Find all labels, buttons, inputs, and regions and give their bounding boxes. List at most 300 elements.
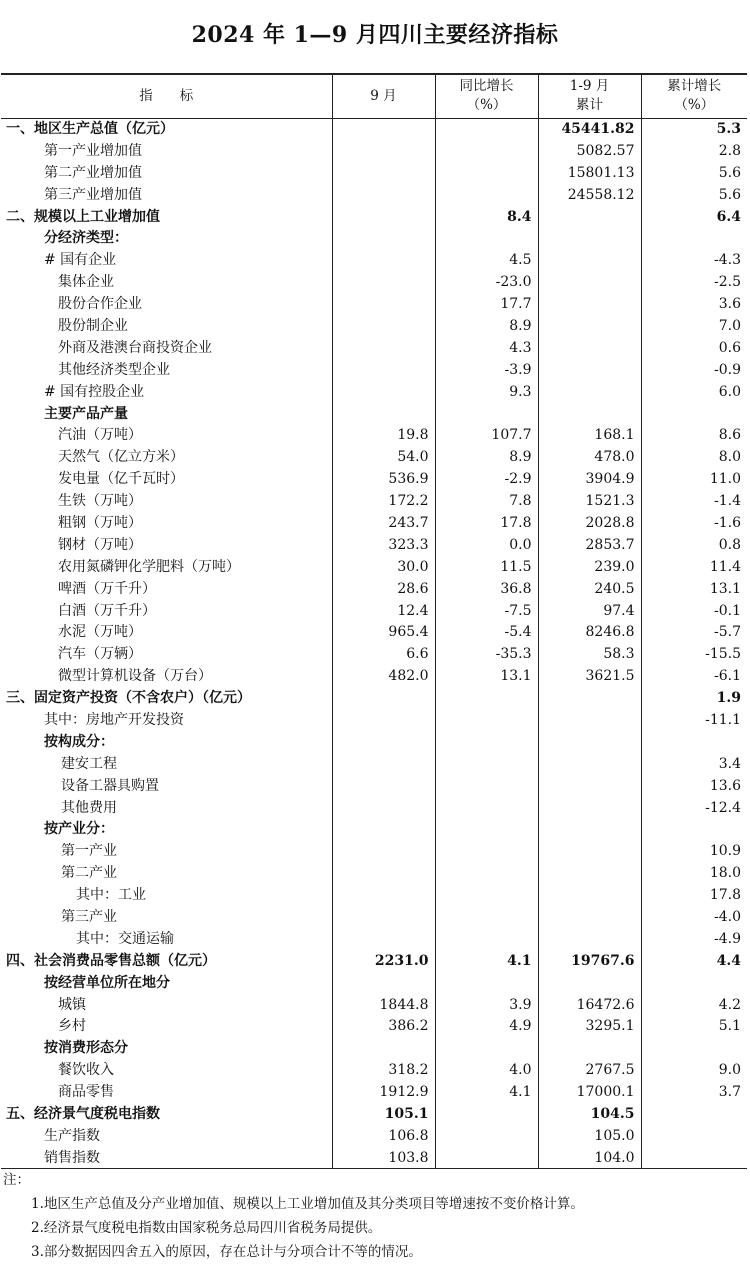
yoy-value: -35.3 [435,643,538,665]
table-row [1,840,747,862]
indicator-cell: 商品零售 [1,1081,332,1103]
yoy-value: 11.5 [435,556,538,578]
cumulative-growth-value: 6.4 [716,208,741,225]
indicator-cell: # 国有控股企业 [1,381,332,403]
table-row [1,928,747,950]
cumulative-value [538,928,641,950]
table-row [1,819,747,841]
month-value [332,928,435,950]
yoy-value [435,862,538,884]
yoy-value: -7.5 [435,600,538,622]
cumulative-growth-value: 9.0 [718,1062,741,1079]
month-value [332,753,435,775]
indicator-cell: 一、地区生产总值（亿元） [1,118,332,140]
yoy-value [435,227,538,249]
yoy-value [435,797,538,819]
header-cumg-line2: （%） [674,97,715,114]
table-row [1,227,747,249]
indicator-cell: 按构成分： [1,731,332,753]
cumulative-value [538,775,641,797]
cumulative-growth-value: 5.3 [716,121,741,138]
cumulative-value [538,687,641,709]
cumulative-growth-value: 18.0 [709,865,741,882]
cumulative-growth-value: -15.5 [705,646,741,663]
cumulative-value: 105.0 [538,1125,641,1147]
cumulative-growth-value: 11.4 [709,558,741,575]
indicator-cell: 城镇 [1,994,332,1016]
cumulative-growth-value: 0.6 [718,339,741,356]
indicator-cell: 三、固定资产投资（不含农户）（亿元） [1,687,332,709]
header-cumulative-growth [641,74,747,118]
table-row [1,1147,747,1169]
cumulative-value [538,709,641,731]
table-row [1,359,747,381]
indicator-cell: 建安工程 [1,753,332,775]
cumulative-growth-value [641,1147,747,1169]
cumulative-value: 240.5 [538,578,641,600]
table-row [1,797,747,819]
table-row [1,687,747,709]
indicator-cell: 生铁（万吨） [1,490,332,512]
table-row [1,140,747,162]
cumulative-value: 19767.6 [538,950,641,972]
month-value: 1912.9 [332,1081,435,1103]
month-value [332,227,435,249]
indicator-cell: 水泥（万吨） [1,621,332,643]
month-value [332,884,435,906]
cumulative-value: 2853.7 [538,534,641,556]
month-value [332,862,435,884]
table-row [1,1103,747,1125]
cumulative-growth-value: -0.9 [714,361,741,378]
cumulative-value [538,206,641,228]
month-value [332,972,435,994]
month-value [332,206,435,228]
table-row [1,293,747,315]
cumulative-value [538,819,641,841]
table-row [1,1059,747,1081]
cumulative-growth-value: 5.1 [718,1018,741,1035]
yoy-value [435,118,538,140]
table-row [1,206,747,228]
indicator-cell: 按产业分： [1,819,332,841]
cumulative-growth-value [641,1103,747,1125]
indicator-cell: 第三产业增加值 [1,184,332,206]
cumulative-value [538,731,641,753]
table-row [1,884,747,906]
indicator-cell: 其中：工业 [1,884,332,906]
month-value: 318.2 [332,1059,435,1081]
table-body [1,118,747,1169]
yoy-value: 36.8 [435,578,538,600]
month-value [332,687,435,709]
table-row [1,556,747,578]
month-value [332,337,435,359]
header-cumg-line1: 累计增长 [667,78,722,95]
month-value: 386.2 [332,1016,435,1038]
yoy-value [435,928,538,950]
header-month: 9 月 [332,74,435,118]
indicator-cell: 股份制企业 [1,315,332,337]
cumulative-value [538,249,641,271]
cumulative-growth-value: 4.4 [716,952,741,969]
cumulative-value: 3904.9 [538,468,641,490]
month-value: 6.6 [332,643,435,665]
cumulative-growth-value: -2.5 [714,274,741,291]
month-value: 482.0 [332,665,435,687]
cumulative-value: 17000.1 [538,1081,641,1103]
note-item: 1.地区生产总值及分产业增加值、规模以上工业增加值及其分类项目等增速按不变价格计算。 [31,1196,584,1212]
yoy-value [435,1037,538,1059]
table-row [1,1016,747,1038]
month-value: 105.1 [332,1103,435,1125]
cumulative-value: 3295.1 [538,1016,641,1038]
cumulative-growth-value: 17.8 [709,887,741,904]
month-value [332,293,435,315]
yoy-value: 8.9 [435,446,538,468]
indicator-cell: 钢材（万吨） [1,534,332,556]
table-row [1,162,747,184]
month-value: 536.9 [332,468,435,490]
table-row [1,775,747,797]
table-row [1,512,747,534]
yoy-value: 3.9 [435,994,538,1016]
cumulative-value [538,403,641,425]
indicator-cell: 汽油（万吨） [1,424,332,446]
month-value [332,709,435,731]
month-value: 172.2 [332,490,435,512]
indicator-cell: 第三产业 [1,906,332,928]
cumulative-growth-value: -12.4 [705,799,741,816]
indicator-cell: 分经济类型： [1,227,332,249]
cumulative-value: 168.1 [538,424,641,446]
cumulative-value [538,227,641,249]
indicator-cell: 第一产业 [1,840,332,862]
header-yoy-line1: 同比增长 [459,78,514,95]
yoy-value [435,972,538,994]
cumulative-value: 1521.3 [538,490,641,512]
indicator-cell: 按消费形态分 [1,1037,332,1059]
cumulative-value [538,753,641,775]
indicator-cell: 主要产品产量 [1,403,332,425]
yoy-value [435,687,538,709]
table-row [1,271,747,293]
month-value: 1844.8 [332,994,435,1016]
month-value [332,775,435,797]
cumulative-growth-value: 3.6 [718,296,741,313]
indicator-cell: 第一产业增加值 [1,140,332,162]
cumulative-value [538,359,641,381]
yoy-value: -5.4 [435,621,538,643]
month-value [332,819,435,841]
table-row [1,753,747,775]
cumulative-growth-value [641,819,747,841]
table-row [1,731,747,753]
month-value [332,162,435,184]
cumulative-growth-value: -6.1 [714,668,741,685]
header-cum-line1: 1-9 月 [569,78,610,95]
yoy-value: 4.0 [435,1059,538,1081]
cumulative-growth-value: 5.6 [718,186,741,203]
indicator-cell: 第二产业 [1,862,332,884]
cumulative-growth-value: 4.2 [718,996,741,1013]
cumulative-growth-value: -4.0 [714,909,741,925]
cumulative-growth-value [641,1037,747,1059]
cumulative-value: 58.3 [538,643,641,665]
table-row [1,403,747,425]
month-value [332,359,435,381]
table-row [1,534,747,556]
month-value: 54.0 [332,446,435,468]
month-value: 28.6 [332,578,435,600]
cumulative-value: 2767.5 [538,1059,641,1081]
indicator-cell: 啤酒（万千升） [1,578,332,600]
cumulative-growth-value: 13.1 [709,580,741,597]
yoy-value: 4.5 [435,249,538,271]
cumulative-value [538,884,641,906]
cumulative-growth-value: 5.6 [718,164,741,181]
table-row [1,600,747,622]
cumulative-value: 104.0 [538,1147,641,1169]
yoy-value: -3.9 [435,359,538,381]
indicator-cell: 五、经济景气度税电指数 [1,1103,332,1125]
yoy-value: 13.1 [435,665,538,687]
header-cumulative [538,74,641,118]
notes [3,1168,584,1264]
notes-heading: 注： [3,1172,30,1188]
month-value [332,906,435,928]
cumulative-value: 5082.57 [538,140,641,162]
table-row [1,665,747,687]
table-row [1,315,747,337]
yoy-value: -23.0 [435,271,538,293]
cumulative-value: 24558.12 [538,184,641,206]
cumulative-growth-value: -0.1 [714,602,741,619]
cumulative-value: 97.4 [538,600,641,622]
cumulative-value [538,381,641,403]
yoy-value: 17.7 [435,293,538,315]
cumulative-value [538,293,641,315]
month-value [332,271,435,293]
indicator-cell: 其中：交通运输 [1,928,332,950]
yoy-value: 4.3 [435,337,538,359]
table-row [1,446,747,468]
yoy-value [435,1125,538,1147]
yoy-value: 107.7 [435,424,538,446]
cumulative-growth-value [641,227,747,249]
indicator-cell: 生产指数 [1,1125,332,1147]
yoy-value: 7.8 [435,490,538,512]
cumulative-growth-value [641,972,747,994]
yoy-value: 9.3 [435,381,538,403]
month-value: 2231.0 [332,950,435,972]
cumulative-value: 16472.6 [538,994,641,1016]
month-value: 12.4 [332,600,435,622]
note-item: 3.部分数据因四舍五入的原因，存在总计与分项合计不等的情况。 [31,1244,422,1260]
cumulative-value: 239.0 [538,556,641,578]
indicator-cell: 股份合作企业 [1,293,332,315]
yoy-value: 8.9 [435,315,538,337]
cumulative-value [538,862,641,884]
cumulative-value [538,315,641,337]
yoy-value [435,1103,538,1125]
yoy-value [435,184,538,206]
yoy-value [435,403,538,425]
indicator-cell: 四、社会消费品零售总额（亿元） [1,950,332,972]
cumulative-growth-value: 11.0 [709,471,741,488]
cumulative-growth-value: 2.8 [718,142,741,159]
indicator-cell: 餐饮收入 [1,1059,332,1081]
cumulative-value [538,337,641,359]
cumulative-growth-value [641,731,747,753]
indicator-cell: 乡村 [1,1016,332,1038]
cumulative-growth-value: -4.9 [714,930,741,947]
indicator-cell: 农用氮磷钾化学肥料（万吨） [1,556,332,578]
header-cum-line2: 累计 [576,97,603,114]
yoy-value [435,140,538,162]
cumulative-value: 2028.8 [538,512,641,534]
table-row [1,424,747,446]
header-yoy-line2: （%） [466,97,507,114]
header-yoy [435,74,538,118]
cumulative-growth-value [641,403,747,425]
table-row [1,490,747,512]
indicator-cell: 集体企业 [1,271,332,293]
cumulative-value [538,271,641,293]
month-value [332,118,435,140]
table-row [1,1037,747,1059]
header-indicator: 指 标 [1,74,332,118]
indicator-cell: 微型计算机设备（万台） [1,665,332,687]
table-row [1,468,747,490]
month-value: 19.8 [332,424,435,446]
indicator-cell: 二、规模以上工业增加值 [1,206,332,228]
cumulative-growth-value: -11.1 [705,711,741,728]
month-value [332,403,435,425]
indicator-cell: # 国有企业 [1,249,332,271]
indicator-cell: 白酒（万千升） [1,600,332,622]
cumulative-growth-value: 6.0 [718,383,741,400]
cumulative-growth-value: 8.0 [718,449,741,466]
cumulative-growth-value: 7.0 [718,317,741,334]
yoy-value: 4.9 [435,1016,538,1038]
cumulative-value [538,972,641,994]
table-row [1,950,747,972]
table-row [1,862,747,884]
month-value [332,315,435,337]
table-row [1,643,747,665]
month-value [332,140,435,162]
table-row [1,1125,747,1147]
yoy-value: 17.8 [435,512,538,534]
table-row [1,709,747,731]
yoy-value [435,731,538,753]
yoy-value: 4.1 [435,950,538,972]
cumulative-growth-value: 10.9 [709,843,741,860]
yoy-value [435,753,538,775]
note-item: 2.经济景气度税电指数由国家税务总局四川省税务局提供。 [31,1220,382,1236]
indicator-cell: 按经营单位所在地分 [1,972,332,994]
table-row [1,621,747,643]
cumulative-growth-value [641,1125,747,1147]
yoy-value [435,906,538,928]
table-header-row [1,74,747,118]
yoy-value: 4.1 [435,1081,538,1103]
month-value: 103.8 [332,1147,435,1169]
yoy-value [435,840,538,862]
cumulative-value [538,840,641,862]
table-row [1,906,747,928]
table-row [1,994,747,1016]
yoy-value [435,775,538,797]
cumulative-value: 8246.8 [538,621,641,643]
yoy-value [435,1147,538,1169]
cumulative-value: 15801.13 [538,162,641,184]
indicator-cell: 第二产业增加值 [1,162,332,184]
table-row [1,184,747,206]
yoy-value [435,709,538,731]
month-value [332,797,435,819]
indicator-cell: 汽车（万辆） [1,643,332,665]
yoy-value [435,162,538,184]
month-value [332,731,435,753]
cumulative-value: 478.0 [538,446,641,468]
cumulative-growth-value: -5.7 [714,624,741,641]
indicator-cell: 其他经济类型企业 [1,359,332,381]
month-value: 106.8 [332,1125,435,1147]
indicator-cell: 其他费用 [1,797,332,819]
yoy-value: 8.4 [435,206,538,228]
cumulative-growth-value: 1.9 [716,690,741,707]
month-value: 965.4 [332,621,435,643]
month-value [332,249,435,271]
indicator-cell: 天然气（亿立方米） [1,446,332,468]
yoy-value: -2.9 [435,468,538,490]
table-row [1,337,747,359]
table-row [1,381,747,403]
month-value: 323.3 [332,534,435,556]
yoy-value [435,819,538,841]
cumulative-value [538,906,641,928]
indicator-cell: 其中：房地产开发投资 [1,709,332,731]
cumulative-value: 3621.5 [538,665,641,687]
table-row [1,1081,747,1103]
month-value: 30.0 [332,556,435,578]
cumulative-value: 104.5 [538,1103,641,1125]
indicator-cell: 设备工器具购置 [1,775,332,797]
indicator-table [1,73,747,1169]
cumulative-value [538,1037,641,1059]
table-row [1,249,747,271]
indicator-cell: 外商及港澳台商投资企业 [1,337,332,359]
indicator-cell: 销售指数 [1,1147,332,1169]
month-value [332,381,435,403]
indicator-cell: 粗钢（万吨） [1,512,332,534]
cumulative-growth-value: 8.6 [718,427,741,444]
cumulative-growth-value: -1.4 [714,493,741,510]
month-value [332,1037,435,1059]
cumulative-growth-value: 3.7 [718,1084,741,1101]
month-value [332,840,435,862]
cumulative-growth-value: 3.4 [718,755,741,772]
table-row [1,118,747,140]
indicator-cell: 发电量（亿千瓦时） [1,468,332,490]
cumulative-value: 45441.82 [538,118,641,140]
yoy-value: 0.0 [435,534,538,556]
cumulative-growth-value: 13.6 [709,777,741,794]
month-value: 243.7 [332,512,435,534]
cumulative-growth-value: 0.8 [718,536,741,553]
